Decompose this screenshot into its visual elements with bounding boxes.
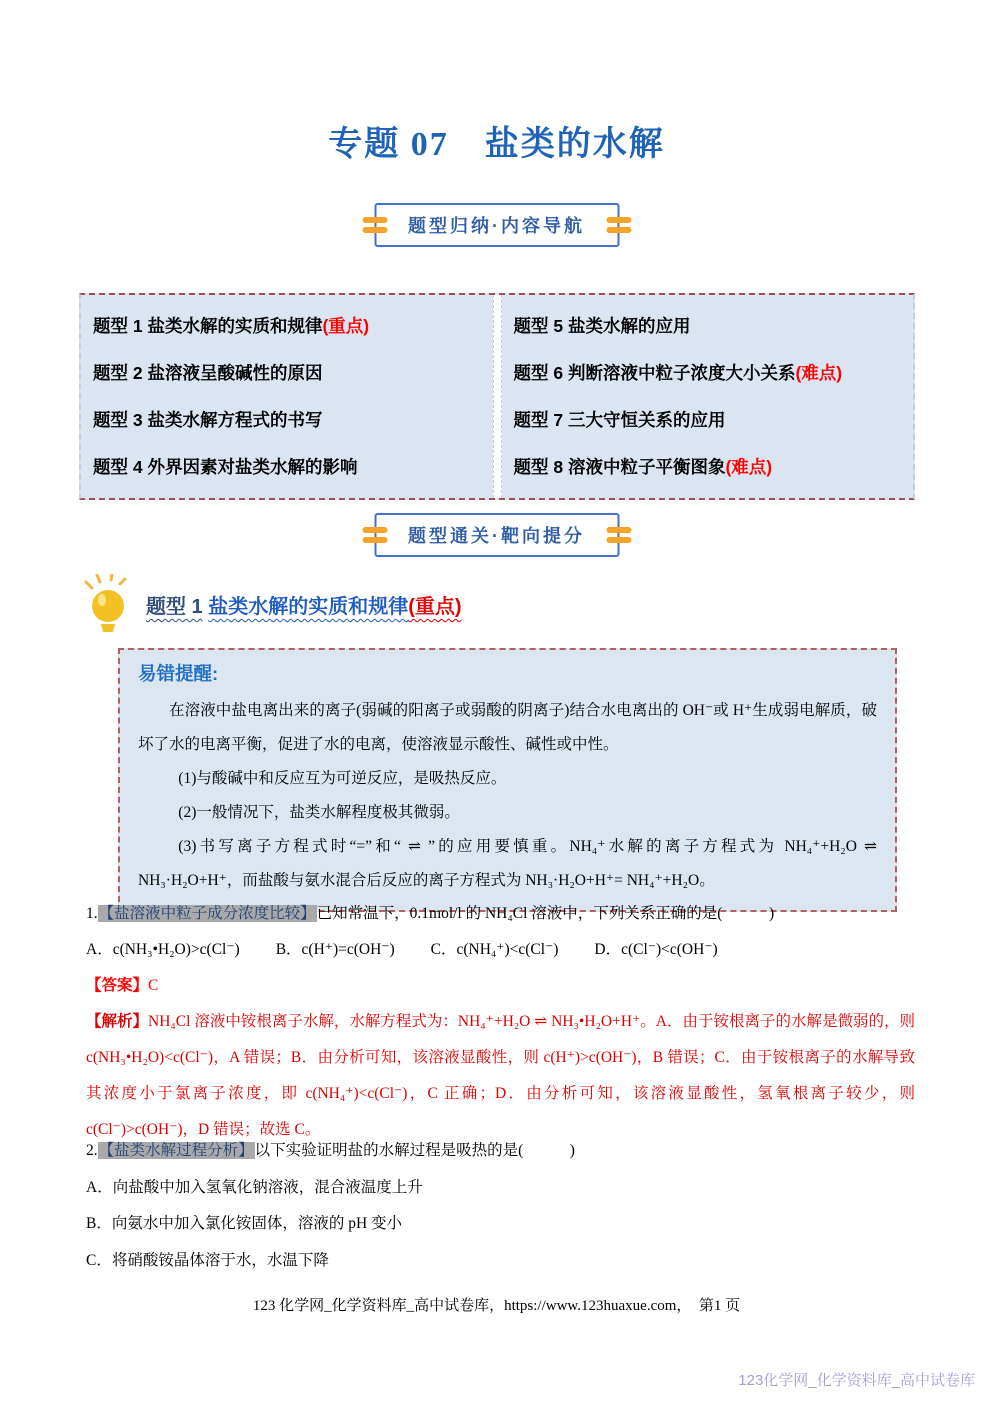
double-bars-icon: [606, 217, 631, 233]
question-stem-text: 已知常温下，0.1mol/l 的 NH₄Cl 溶液中，下列关系正确的是( ): [316, 905, 775, 922]
column-divider: [493, 295, 502, 498]
analysis-label: 【解析】: [86, 1013, 149, 1030]
nav-item-label: 题型 6 判断溶液中粒子浓度大小关系: [513, 363, 796, 383]
question-1-stem: [86, 896, 915, 932]
double-bars-icon: [606, 527, 631, 543]
watermark: 123化学网_化学资料库_高中试卷库: [738, 1372, 975, 1389]
nav-item-label: 题型 7 三大守恒关系的应用: [513, 410, 726, 430]
nav-item-8: [514, 444, 914, 491]
section-badge: (重点): [408, 596, 462, 618]
banner-targeted-practice-label: 题型通关·靶向提分: [408, 526, 585, 546]
nav-item-badge: (重点): [322, 316, 370, 336]
option-a: A．向盐酸中加入氢氧化钠溶液，混合液温度上升: [86, 1178, 423, 1196]
nav-item-label: 题型 1 盐类水解的实质和规律: [93, 316, 323, 336]
nav-item-label: 题型 4 外界因素对盐类水解的影响: [93, 457, 358, 477]
reminder-paragraph: (2)一般情况下，盐类水解程度极其微弱。: [178, 804, 460, 821]
section-title: 盐类水解的实质和规律: [208, 596, 409, 618]
nav-item-label: 题型 3 盐类水解方程式的书写: [93, 410, 323, 430]
double-bars-icon: [362, 527, 387, 543]
question-number: 1.: [86, 905, 98, 922]
reminder-paragraph: (1)与酸碱中和反应互为可逆反应，是吸热反应。: [178, 770, 507, 787]
nav-item-4: [93, 444, 493, 491]
question-tag: 【盐溶液中粒子成分浓度比较】: [98, 905, 316, 922]
page-footer: 123 化学网_化学资料库_高中试卷库，https://www.123huaxue.com， 第1 页: [252, 1298, 741, 1314]
answer-value: C: [148, 977, 159, 994]
question-1: [86, 896, 915, 1148]
nav-item-7: [514, 397, 914, 444]
question-1-options: [86, 932, 915, 968]
question-tag: 【盐类水解过程分析】: [98, 1142, 254, 1159]
reminder-title: 易错提醒:: [138, 663, 219, 684]
topic-nav-right-column: [502, 295, 914, 498]
question-2-stem: [86, 1133, 915, 1170]
answer-line: [86, 968, 915, 1004]
question-2: [86, 1133, 915, 1279]
answer-label: 【答案】: [86, 977, 149, 994]
option-b: B．向氨水中加入氯化铵固体，溶液的 pH 变小: [86, 1215, 403, 1232]
banner-topic-summary-label: 题型归纳·内容导航: [408, 216, 585, 236]
double-bars-icon: [362, 217, 387, 233]
analysis-paragraph: [86, 1004, 915, 1148]
topic-nav-left-column: [81, 295, 493, 498]
section-number: 题型 1: [146, 596, 203, 618]
topic-nav-table: [79, 293, 915, 500]
error-reminder-box: [118, 648, 897, 912]
option-a: A．c(NH₃•H₂O)>c(Cl⁻): [86, 941, 240, 958]
question-number: 2.: [86, 1142, 98, 1159]
analysis-text: NH₄Cl 溶液中铵根离子水解，水解方程式为：NH₄⁺+H₂O ⇌ NH₃•H₂O+H⁺。A．由于铵根离子的水解是微弱的，则 c(NH₃•H₂O)<c(Cl⁻)，A 错误；B．由分析可知，该溶液显酸性，则 c(H⁺)>c(OH⁻)，B 错误；C．由于铵根离子的水解导致其浓度小于氯离子浓度，即 c(NH₄⁺)<c(Cl⁻)，C 正确；D．由分析可知，该溶液显酸性，氢氧根离子较少，则 c(Cl⁻)>c(OH⁻)，D 错误；故选 C。: [86, 1013, 915, 1138]
option-d: D．c(Cl⁻)<c(OH⁻): [594, 941, 718, 958]
nav-item-badge: (难点): [795, 363, 843, 383]
nav-item-label: 题型 2 盐溶液呈酸碱性的原因: [93, 363, 323, 383]
banner-targeted-practice: [374, 513, 619, 557]
nav-item-label: 题型 8 溶液中粒子平衡图象: [513, 457, 726, 477]
lightbulb-icon: [84, 574, 132, 638]
reminder-paragraph: 在溶液中盐电离出来的离子(弱碱的阳离子或弱酸的阴离子)结合水电离出的 OH⁻或 H⁺生成弱电解质，破坏了水的电离平衡，促进了水的电离，使溶液显示酸性、碱性或中性。: [138, 702, 877, 753]
nav-item-6: [514, 350, 914, 397]
option-b: B．c(H⁺)=c(OH⁻): [275, 941, 395, 958]
nav-item-2: [93, 350, 493, 397]
option-c: C．c(NH₄⁺)<c(Cl⁻): [430, 941, 559, 958]
nav-item-3: [93, 397, 493, 444]
nav-item-5: [514, 303, 914, 350]
question-stem-text: 以下实验证明盐的水解过程是吸热的是( ): [254, 1142, 575, 1159]
section-heading-text: [146, 590, 462, 619]
nav-item-badge: (难点): [725, 457, 773, 477]
page-title: 专题 07 盐类的水解: [328, 126, 665, 163]
option-c: C．将硝酸铵晶体溶于水，水温下降: [86, 1251, 329, 1269]
nav-item-1: [93, 303, 493, 350]
section-heading: [84, 574, 462, 638]
reminder-paragraph: (3)书写离子方程式时“=”和“ ⇌ ”的应用要慎重。NH₄⁺水解的离子方程式为 NH₄⁺+H₂O ⇌ NH₃·H₂O+H⁺，而盐酸与氨水混合后反应的离子方程式为 NH₃·H₂O+H⁺= NH₄⁺+H₂O。: [138, 838, 877, 889]
banner-topic-summary: [374, 203, 619, 247]
nav-item-label: 题型 5 盐类水解的应用: [513, 316, 691, 336]
